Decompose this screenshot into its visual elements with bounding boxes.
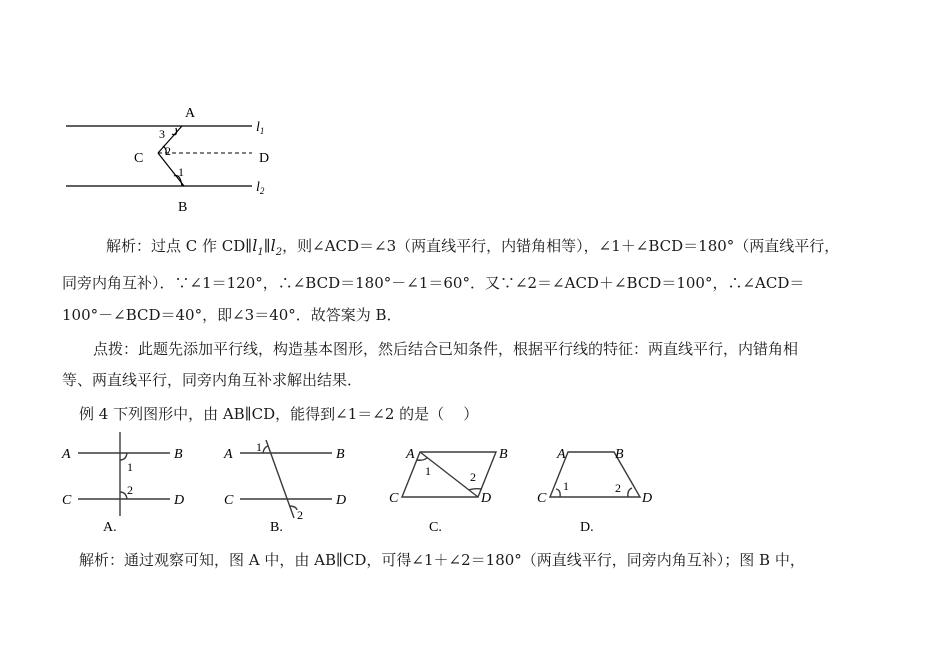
svg-text:C: C [389, 491, 399, 506]
option-a-figure [61, 432, 184, 535]
point-b-label: B [178, 200, 188, 215]
svg-text:C: C [537, 491, 547, 506]
angle-2-label: 2 [165, 144, 171, 158]
angle-1-label: 1 [178, 165, 184, 179]
l1-symbol: $l_1$ [252, 236, 264, 259]
angle-3-label: 3 [159, 127, 165, 141]
line-l2-label: $l_2$ [256, 180, 265, 196]
option-b-figure [223, 440, 346, 535]
option-b-caption[interactable]: B. [270, 520, 283, 535]
svg-text:D: D [336, 493, 347, 508]
option-a-caption[interactable]: A. [103, 520, 117, 535]
analysis2-line1: 解析：通过观察可知，图 A 中，由 AB∥CD，可得∠1＋∠2＝180°（两直线平行，同旁内角互补）；图 B 中， [79, 551, 805, 569]
svg-text:2: 2 [615, 481, 621, 495]
svg-text:A: A [62, 447, 71, 462]
analysis1-line1: 解析：过点 C 作 $CD\parallel l_1\parallel l_2$，则∠ACD＝∠3（两直线平行，内错角相等），∠1＋∠BCD＝180°（两直线平行， [106, 236, 840, 259]
point-a-label: A [185, 106, 196, 121]
svg-text:D: D [642, 491, 653, 506]
svg-text:A: A [557, 447, 566, 462]
svg-text:C: C [224, 493, 234, 508]
svg-text:A: A [406, 447, 415, 462]
option-d-caption[interactable]: D. [580, 520, 594, 535]
hint-line1: 点拨：此题先添加平行线，构造基本图形，然后结合已知条件，根据平行线的特征：两直线平行，内错角相 [93, 340, 799, 358]
svg-text:B: B [174, 447, 183, 462]
l2-symbol: $l_2$ [270, 236, 283, 259]
svg-text:1: 1 [127, 460, 133, 474]
svg-text:B: B [336, 447, 345, 462]
analysis1-line2: 同旁内角互补）．∵∠1＝120°，∴∠BCD＝180°－∠1＝60°．又∵∠2＝∠ACD＋∠BCD＝100°，∴∠ACD＝ [62, 274, 805, 292]
svg-text:1: 1 [563, 479, 569, 493]
example4-question: 例 4 下列图形中，由 AB∥CD，能得到∠1＝∠2 的是（ ） [79, 405, 479, 423]
svg-text:D: D [174, 493, 185, 508]
svg-text:1: 1 [425, 464, 431, 478]
svg-text:2: 2 [127, 483, 133, 497]
analysis1-line3: 100°－∠BCD＝40°，即∠3＝40°．故答案为 B． [62, 306, 402, 324]
svg-text:B: B [499, 447, 508, 462]
svg-text:C: C [62, 493, 72, 508]
option-d-figure [537, 447, 652, 535]
svg-text:1: 1 [256, 440, 262, 454]
option-c-figure [389, 447, 508, 535]
svg-text:2: 2 [297, 508, 303, 522]
svg-text:2: 2 [470, 470, 476, 484]
point-d-label: D [259, 151, 270, 166]
option-c-caption[interactable]: C. [429, 520, 442, 535]
hint-line2: 等、两直线平行，同旁内角互补求解出结果． [62, 371, 363, 389]
svg-text:B: B [615, 447, 624, 462]
svg-text:A: A [224, 447, 233, 462]
line-l1-label: $l_1$ [256, 120, 265, 136]
point-c-label: C [134, 151, 144, 166]
svg-text:D: D [481, 491, 492, 506]
